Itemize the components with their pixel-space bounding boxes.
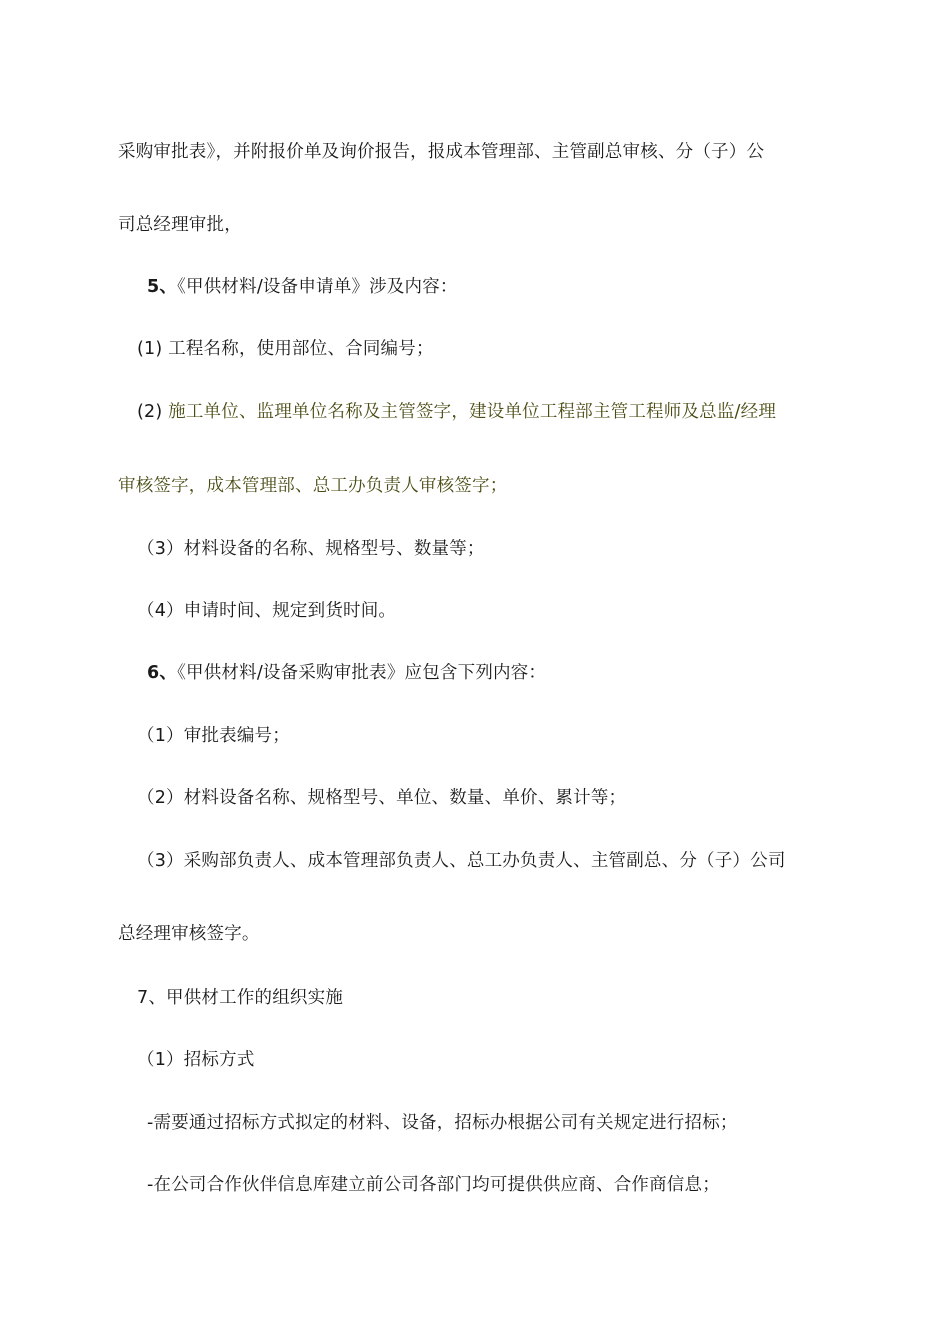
list-item-text: 施工单位、监理单位名称及主管签字，建设单位工程部主管工程师及总监/经理 [168, 402, 777, 422]
list-item: (1) 工程名称，使用部位、合同编号； [137, 339, 434, 359]
paragraph-line: 司总经理审批， [118, 215, 242, 235]
list-item-continuation: 审核签字，成本管理部、总工办负责人审核签字； [118, 476, 508, 496]
section-5-heading [147, 275, 458, 299]
list-item: （4）申请时间、规定到货时间。 [137, 601, 397, 621]
list-item: （1）审批表编号； [137, 726, 290, 746]
section-title: 《甲供材料/设备申请单》涉及内容： [177, 277, 458, 297]
section-6-heading [147, 661, 546, 685]
section-number: 6、 [147, 663, 178, 683]
section-number: 5、 [147, 277, 178, 297]
section-7-heading: 7、甲供材工作的组织实施 [137, 988, 344, 1008]
list-item [137, 400, 776, 424]
list-item: （3）采购部负责人、成本管理部负责人、总工办负责人、主管副总、分（子）公司 [137, 851, 786, 871]
paragraph-line: 采购审批表》，并附报价单及询价报告，报成本管理部、主管副总审核、分（子）公 [118, 142, 765, 162]
bullet-item: -需要通过招标方式拟定的材料、设备，招标办根据公司有关规定进行招标； [147, 1113, 738, 1133]
list-item: （2）材料设备名称、规格型号、单位、数量、单价、累计等； [137, 788, 627, 808]
bullet-item: -在公司合作伙伴信息库建立前公司各部门均可提供供应商、合作商信息； [147, 1175, 720, 1195]
list-item-continuation: 总经理审核签字。 [118, 924, 260, 944]
list-item: （1）招标方式 [137, 1050, 255, 1070]
list-item: （3）材料设备的名称、规格型号、数量等； [137, 539, 485, 559]
list-item-number: (2) [137, 402, 169, 422]
section-title: 《甲供材料/设备采购审批表》应包含下列内容： [177, 663, 547, 683]
